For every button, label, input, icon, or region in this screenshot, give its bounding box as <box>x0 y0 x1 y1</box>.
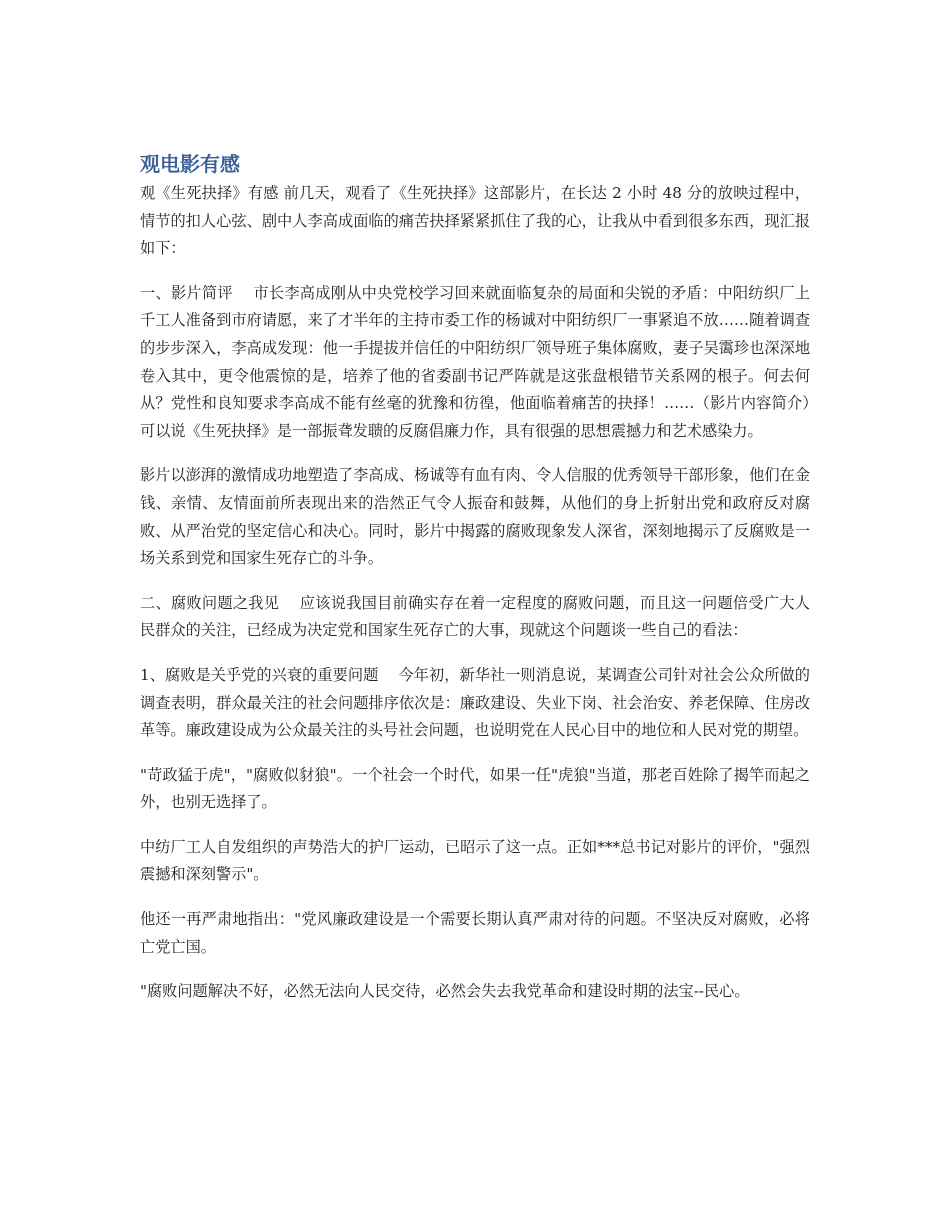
paragraph-factory-movement: 中纺厂工人自发组织的声势浩大的护厂运动，已昭示了这一点。正如***总书记对影片的评价，"强烈震撼和深刻警示"。 <box>140 837 810 884</box>
paragraph-proverb: "苛政猛于虎"，"腐败似豺狼"。一个社会一个时代，如果一任"虎狼"当道，那老百姓除了揭竿而起之外，也别无选择了。 <box>140 765 810 812</box>
document-title: 观电影有感 <box>140 152 240 176</box>
paragraph-characters: 影片以澎湃的激情成功地塑造了李高成、杨诚等有血有肉、令人信服的优秀领导干部形象，他们在金钱、亲情、友情面前所表现出来的浩然正气令人振奋和鼓舞，从他们的身上折射出党和政府反对腐败、从严治党的坚定信心和决心。同时，影片中揭露的腐败现象发人深省，深刻地揭示了反腐败是一场关系到党和国家生死存亡的斗争。 <box>140 466 810 568</box>
paragraph-quote-one: 他还一再严肃地指出："党风廉政建设是一个需要长期认真严肃对待的问题。不坚决反对腐败，必将亡党亡国。 <box>140 910 810 956</box>
paragraph-intro: 观《生死抉择》有感 前几天，观看了《生死抉择》这部影片，在长达 2 小时 48 分的放映过程中，情节的扣人心弦、剧中人李高成面临的痛苦抉择紧紧抓住了我的心，让我从中看到很多东西，现汇报如下： <box>140 184 810 258</box>
document-page <box>140 150 831 1023</box>
paragraph-film-review: 一、影片简评 市长李高成刚从中央党校学习回来就面临复杂的局面和尖锐的矛盾：中阳纺织厂上千工人准备到市府请愿，来了才半年的主持市委工作的杨诚对中阳纺织厂一事紧追不放……随着调查的步步深入，李高成发现：他一手提拔并信任的中阳纺织厂领导班子集体腐败，妻子吴霭珍也深深地卷入其中，更令他震惊的是，培养了他的省委副书记严阵就是这张盘根错节关系网的根子。何去何从？党性和良知要求李高成不能有丝毫的犹豫和彷徨，他面临着痛苦的抉择！……（影片内容简介） 可以说《生死抉择》是一部振聋发聩的反腐倡廉力作，具有很强的思想震撼力和艺术感染力。 <box>140 283 831 440</box>
paragraph-quote-two: "腐败问题解决不好，必然无法向人民交待，必然会失去我党革命和建设时期的法宝--民心。 <box>140 982 750 1001</box>
paragraph-corruption-view: 二、腐败问题之我见 应该说我国目前确实存在着一定程度的腐败问题，而且这一问题倍受广大人民群众的关注，已经成为决定党和国家生死存亡的大事，现就这个问题谈一些自己的看法： <box>140 593 810 640</box>
paragraph-point-one: 1、腐败是关乎党的兴衰的重要问题 今年初，新华社一则消息说，某调查公司针对社会公众所做的调查表明，群众最关注的社会问题排序依次是：廉政建设、失业下岗、社会治安、养老保障、住房改革等。廉政建设成为公众最关注的头号社会问题，也说明党在人民心目中的地位和人民对党的期望。 <box>140 665 810 740</box>
